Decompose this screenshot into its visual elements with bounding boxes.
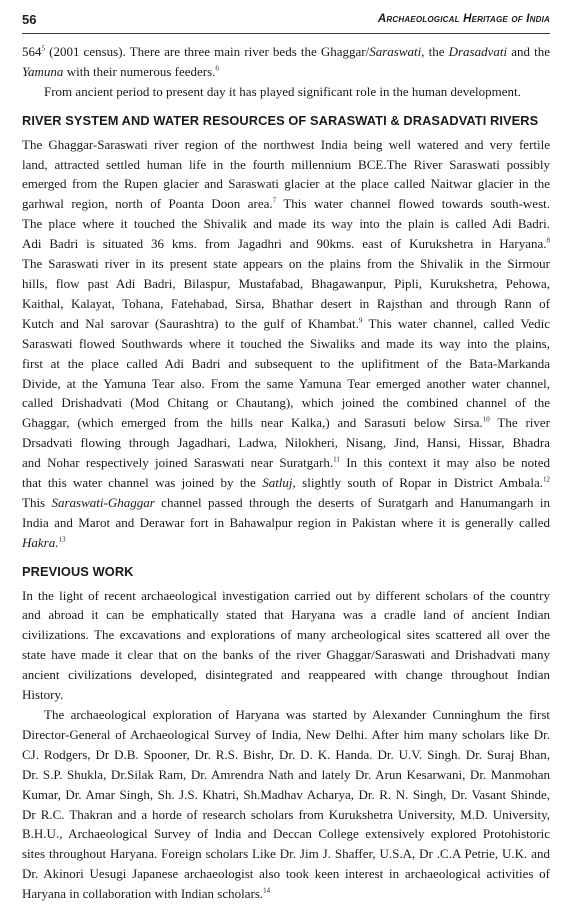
previous-work-paragraph-2	[22, 705, 550, 904]
text-line: Divide, at the Yamuna Tear also. From the same Yamuna Tear emerged another water channel,	[22, 375, 550, 391]
text-line: Dr R.C. Thakran and a horde of research scholars from Kurukshetra University, M.D. University,	[22, 806, 550, 822]
intro-paragraph-2	[22, 82, 550, 102]
river-system-paragraph	[22, 135, 550, 553]
text-line: B.H.U., Archaeological Survey of India and Deccan College extensively explored Protohistoric	[22, 826, 550, 842]
text-line: Kaithal, Kalayat, Tohana, Fatehabad, Sirsa, Bhathar desert in Rajsthan and through Rann of	[22, 295, 550, 311]
text-line: Yamuna with their numerous feeders.$^6$	[22, 63, 219, 79]
text-line: Haryana in collaboration with Indian scholars.$^{14}$	[22, 886, 271, 902]
section-heading-river-system: RIVER SYSTEM AND WATER RESOURCES OF SARASWATI & DRASADVATI RIVERS	[22, 112, 539, 128]
page-body	[22, 42, 550, 904]
text-line: The place where it touched the Shivalik and made its way into the plain is called Adi Badri.	[22, 216, 550, 232]
text-line: The Saraswati river in its present state appears on the plains from the Shivalik in the Sirmour	[22, 256, 550, 272]
text-line: emerged from the Rupen glacier and Saraswati glacier at the place called Naitwar glacier in the	[22, 176, 550, 192]
text-line: and Nohar respectively joined Saraswati near Suratgarh.$^{11}$ In this context it may also be noted	[22, 455, 550, 471]
text-line: Saraswati flowed Southwards where it touched the Siwaliks and made its way into the plains,	[22, 335, 550, 351]
header-rule	[22, 33, 550, 34]
text-line: The archaeological exploration of Haryana was started by Alexander Cunninghum the first	[44, 707, 550, 722]
text-line: ancient civilizations developed, disintegrated and reappeared with change throughout Indian	[22, 667, 550, 683]
text-line: state have made it clear that on the banks of the river Ghaggar/Saraswati and Drishadvati many	[22, 647, 550, 663]
text-line: The Ghaggar-Saraswati river region of the northwest India being well watered and very fertile	[22, 136, 550, 152]
page-header	[22, 12, 550, 38]
intro-paragraph	[22, 42, 550, 82]
text-line: CJ. Rodgers, Dr D.B. Spooner, Dr. R.S. Bishr, Dr. D. K. Handa. Dr. U.V. Singh. Dr. Suraj Bhan,	[22, 746, 550, 762]
text-line: hills, flow past Adi Badri, Bilaspur, Mustafabad, Bhagawanpur, Pipli, Kurukshetra, Pehowa,	[22, 275, 550, 291]
running-title: Archaeological Heritage of India	[377, 13, 550, 25]
text-line: and abroad it can be emphatically stated that Haryana was a cradle land of ancient Indian	[22, 607, 550, 623]
text-line: garhwal region, north of Poanta Doon area.$^7$ This water channel flowed towards south-west.	[22, 196, 550, 212]
previous-work-paragraph-1	[22, 586, 550, 705]
text-line: Dr. S.P. Shukla, Dr.Silak Ram, Dr. Amrendra Nath and lately Dr. Arun Kesarwani, Dr. Manmohan	[22, 766, 550, 782]
text-line: In the light of recent archaeological investigation carried out by different scholars of the country	[22, 587, 550, 603]
text-line: This Saraswati-Ghaggar channel passed through the deserts of Suratgarh and Hanumangarh in	[22, 494, 550, 510]
text-line: Director-General of Archaeological Survey of India, New Delhi. After him many scholars like Dr.	[22, 726, 550, 742]
text-line: that this water channel was joined by the Satluj, slightly south of Ropar in District Ambala.$^{12}$	[22, 475, 550, 491]
text-line: sites throughout Haryana. Foreign scholars Like Dr. Jim J. Shaffer, U.S.A, Dr .C.A Petrie, U.K. and	[22, 846, 550, 862]
text-line: $564^5$ (2001 census). There are three main river beds the Ghaggar/Saraswati, the Drasadvati and the	[22, 44, 550, 59]
text-line: Ghaggar, (which emerged from the hills near Kalka,) and Sarasuti below Sirsa.$^{10}$ The river	[22, 415, 550, 431]
text-line: land, attracted settled human life in the fourth millennium BCE.The River Saraswati possibly	[22, 156, 550, 172]
text-line: Dr. Akinori Uesugi Japanese archaeologist also took keen interest in archaeological activities of	[22, 866, 550, 882]
text-line: From ancient period to present day it has played significant role in the human development.	[44, 83, 521, 99]
text-line: Adi Badri is situated 36 kms. from Jagadhri and 90kms. east of Kurukshetra in Haryana.$^8$	[22, 236, 550, 252]
text-line: History.	[22, 687, 64, 703]
page-number: 56	[22, 12, 37, 27]
text-line: Drsadvati flowing through Jagadhari, Ladwa, Nilokheri, Nisang, Jind, Hansi, Hissar, Bhadra	[22, 435, 550, 451]
text-line: called Drishadvati (Mod Chitang or Chautang), which joined the combined channel of the	[22, 395, 550, 411]
text-line: India and Marot and Derawar fort in Bahawalpur region in Pakistan where it is generally called	[22, 514, 550, 530]
text-line: first at the place called Adi Badri and subsequent to the uplifitment of the Bata-Markanda	[22, 355, 550, 371]
section-heading-previous-work: PREVIOUS WORK	[22, 563, 134, 579]
text-line: civilizations. The excavations and explorations of many archeological sites scattered all over the	[22, 627, 550, 643]
text-line: Hakra.$^{13}$	[22, 534, 66, 550]
text-line: Kutch and Nal sarovar (Saurashtra) to the gulf of Khambat.$^9$ This water channel, called Vedic	[22, 315, 550, 331]
text-line: Kumar, Dr. Amar Singh, Sh. J.S. Khatri, Sh.Madhav Acharya, Dr. R. N. Singh, Dr. Vasant Shinde,	[22, 786, 550, 802]
